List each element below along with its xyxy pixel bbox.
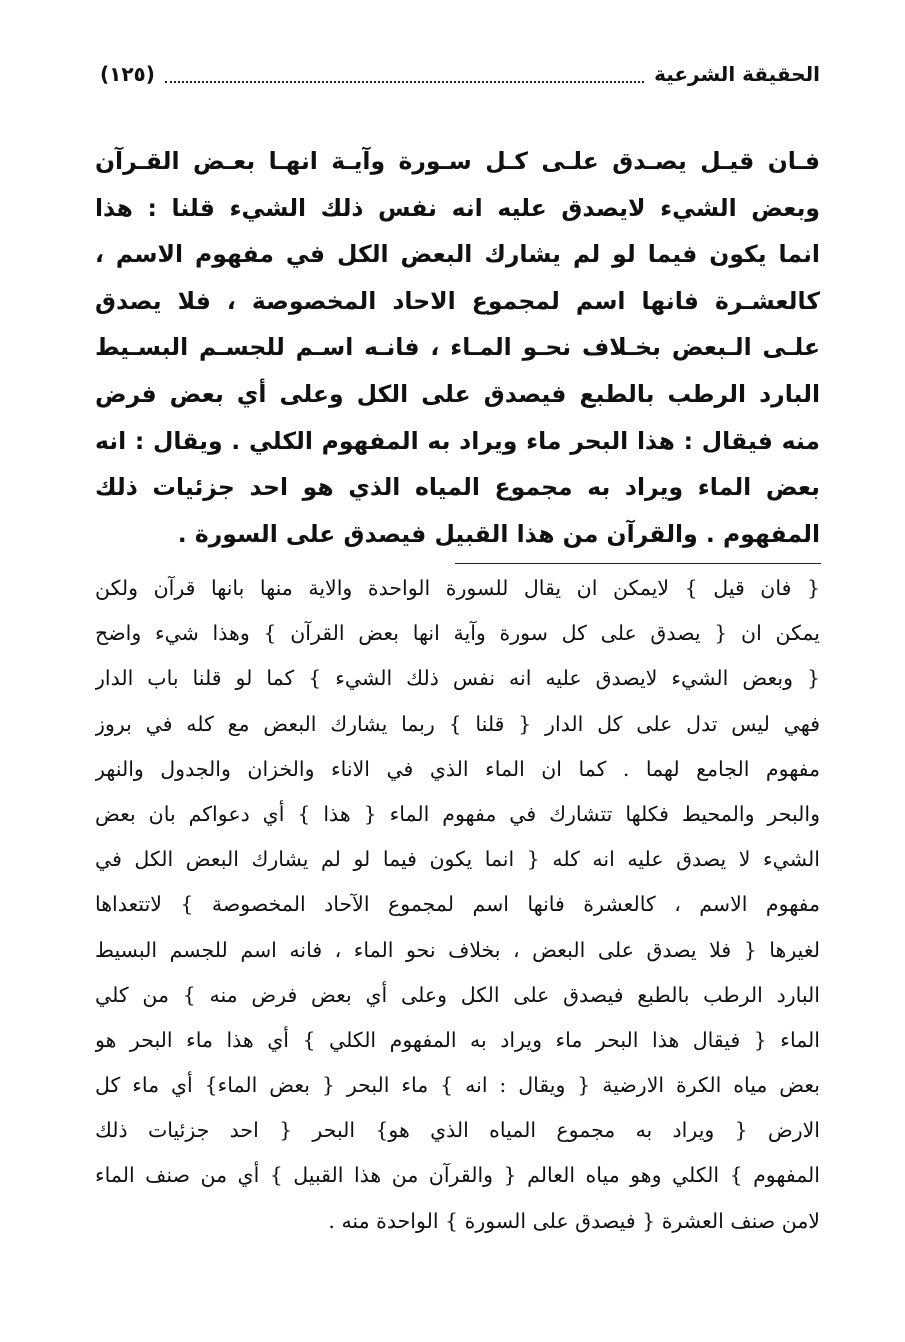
commentary-line: والبحر والمحيط فكلها تتشارك في مفهوم الماء { هذا } أي دعواكم بان بعض	[95, 801, 820, 826]
main-text-line: فـان قيـل يصـدق علـى كـل سـورة وآيـة انهـا بعـض القـرآن	[95, 147, 820, 175]
running-header	[100, 54, 820, 94]
page-number: (١٢٥)	[100, 62, 155, 86]
main-text-line: علـى الـبعض بخـلاف نحـو المـاء ، فانـه اسـم للجسـم البسـيط	[95, 333, 820, 362]
main-text-line: بعض الماء ويراد به مجموع المياه الذي هو احد جزئيات ذلك	[95, 473, 820, 502]
main-text-line: انما يكون فيما لو لم يشارك البعض الكل في مفهوم الاسم ،	[95, 240, 820, 269]
commentary-line: { فان قيل } لايمكن ان يقال للسورة الواحدة والاية منها بانها قرآن ولكن	[95, 576, 820, 600]
commentary-line: بعض مياه الكرة الارضية { ويقال : انه } ماء البحر { بعض الماء} أي ماء كل	[95, 1073, 820, 1098]
commentary-line: فهي ليس تدل على كل الدار { قلنا } ربما يشارك البعض مع كله في بروز	[95, 711, 820, 736]
main-text-line: وبعض الشيء لايصدق عليه انه نفس ذلك الشيء قلنا : هذا	[95, 193, 820, 222]
commentary-line: مفهوم الجامع لهما . كما ان الماء الذي في الاناء والخزان والجدول والنهر	[95, 756, 820, 781]
commentary-block	[95, 566, 820, 1244]
commentary-line: يمكن ان { يصدق على كل سورة وآية انها بعض القرآن } وهذا شيء واضح	[95, 621, 820, 646]
text-separator-rule	[455, 563, 821, 564]
commentary-line: مفهوم الاسم ، كالعشرة فانها اسم لمجموع الآحاد المخصوصة } لاتتعداها	[95, 892, 820, 917]
dotted-leader	[165, 65, 644, 83]
main-text-line: البارد الرطب بالطبع فيصدق على الكل وعلى أي بعض فرض	[95, 379, 820, 408]
commentary-line: المفهوم } الكلي وهو مياه العالم { والقرآن من هذا القبيل } أي من صنف الماء	[95, 1163, 820, 1188]
commentary-line: الماء { فيقال هذا البحر ماء ويراد به المفهوم الكلي } أي هذا ماء البحر هو	[95, 1027, 820, 1052]
main-text-line: منه فيقال : هذا البحر ماء ويراد به المفهوم الكلي . ويقال : انه	[95, 426, 820, 455]
commentary-line: لامن صنف العشرة { فيصدق على السورة } الواحدة منه .	[328, 1208, 820, 1233]
commentary-line: لغيرها { فلا يصدق على البعض ، بخلاف نحو الماء ، فانه اسم للجسم البسيط	[95, 937, 820, 962]
commentary-line: الشيء لا يصدق عليه انه كله { انما يكون فيما لو لم يشارك البعض الكل في	[95, 847, 820, 872]
header-title: الحقيقة الشرعية	[654, 62, 820, 86]
commentary-line: البارد الرطب بالطبع فيصدق على الكل وعلى أي بعض فرض منه } من كلي	[95, 982, 820, 1007]
main-text-line: المفهوم . والقرآن من هذا القبيل فيصدق على السورة .	[177, 519, 820, 548]
commentary-line: { وبعض الشيء لايصدق عليه انه نفس ذلك الشيء } كما لو قلنا باب الدار	[95, 666, 820, 691]
main-text-line: كالعشـرة فانها اسم لمجموع الاحاد المخصوصة ، فلا يصدق	[95, 286, 820, 315]
main-text-block	[95, 138, 820, 557]
commentary-line: الارض { ويراد به مجموع المياه الذي هو} البحر { احد جزئيات ذلك	[95, 1118, 820, 1143]
